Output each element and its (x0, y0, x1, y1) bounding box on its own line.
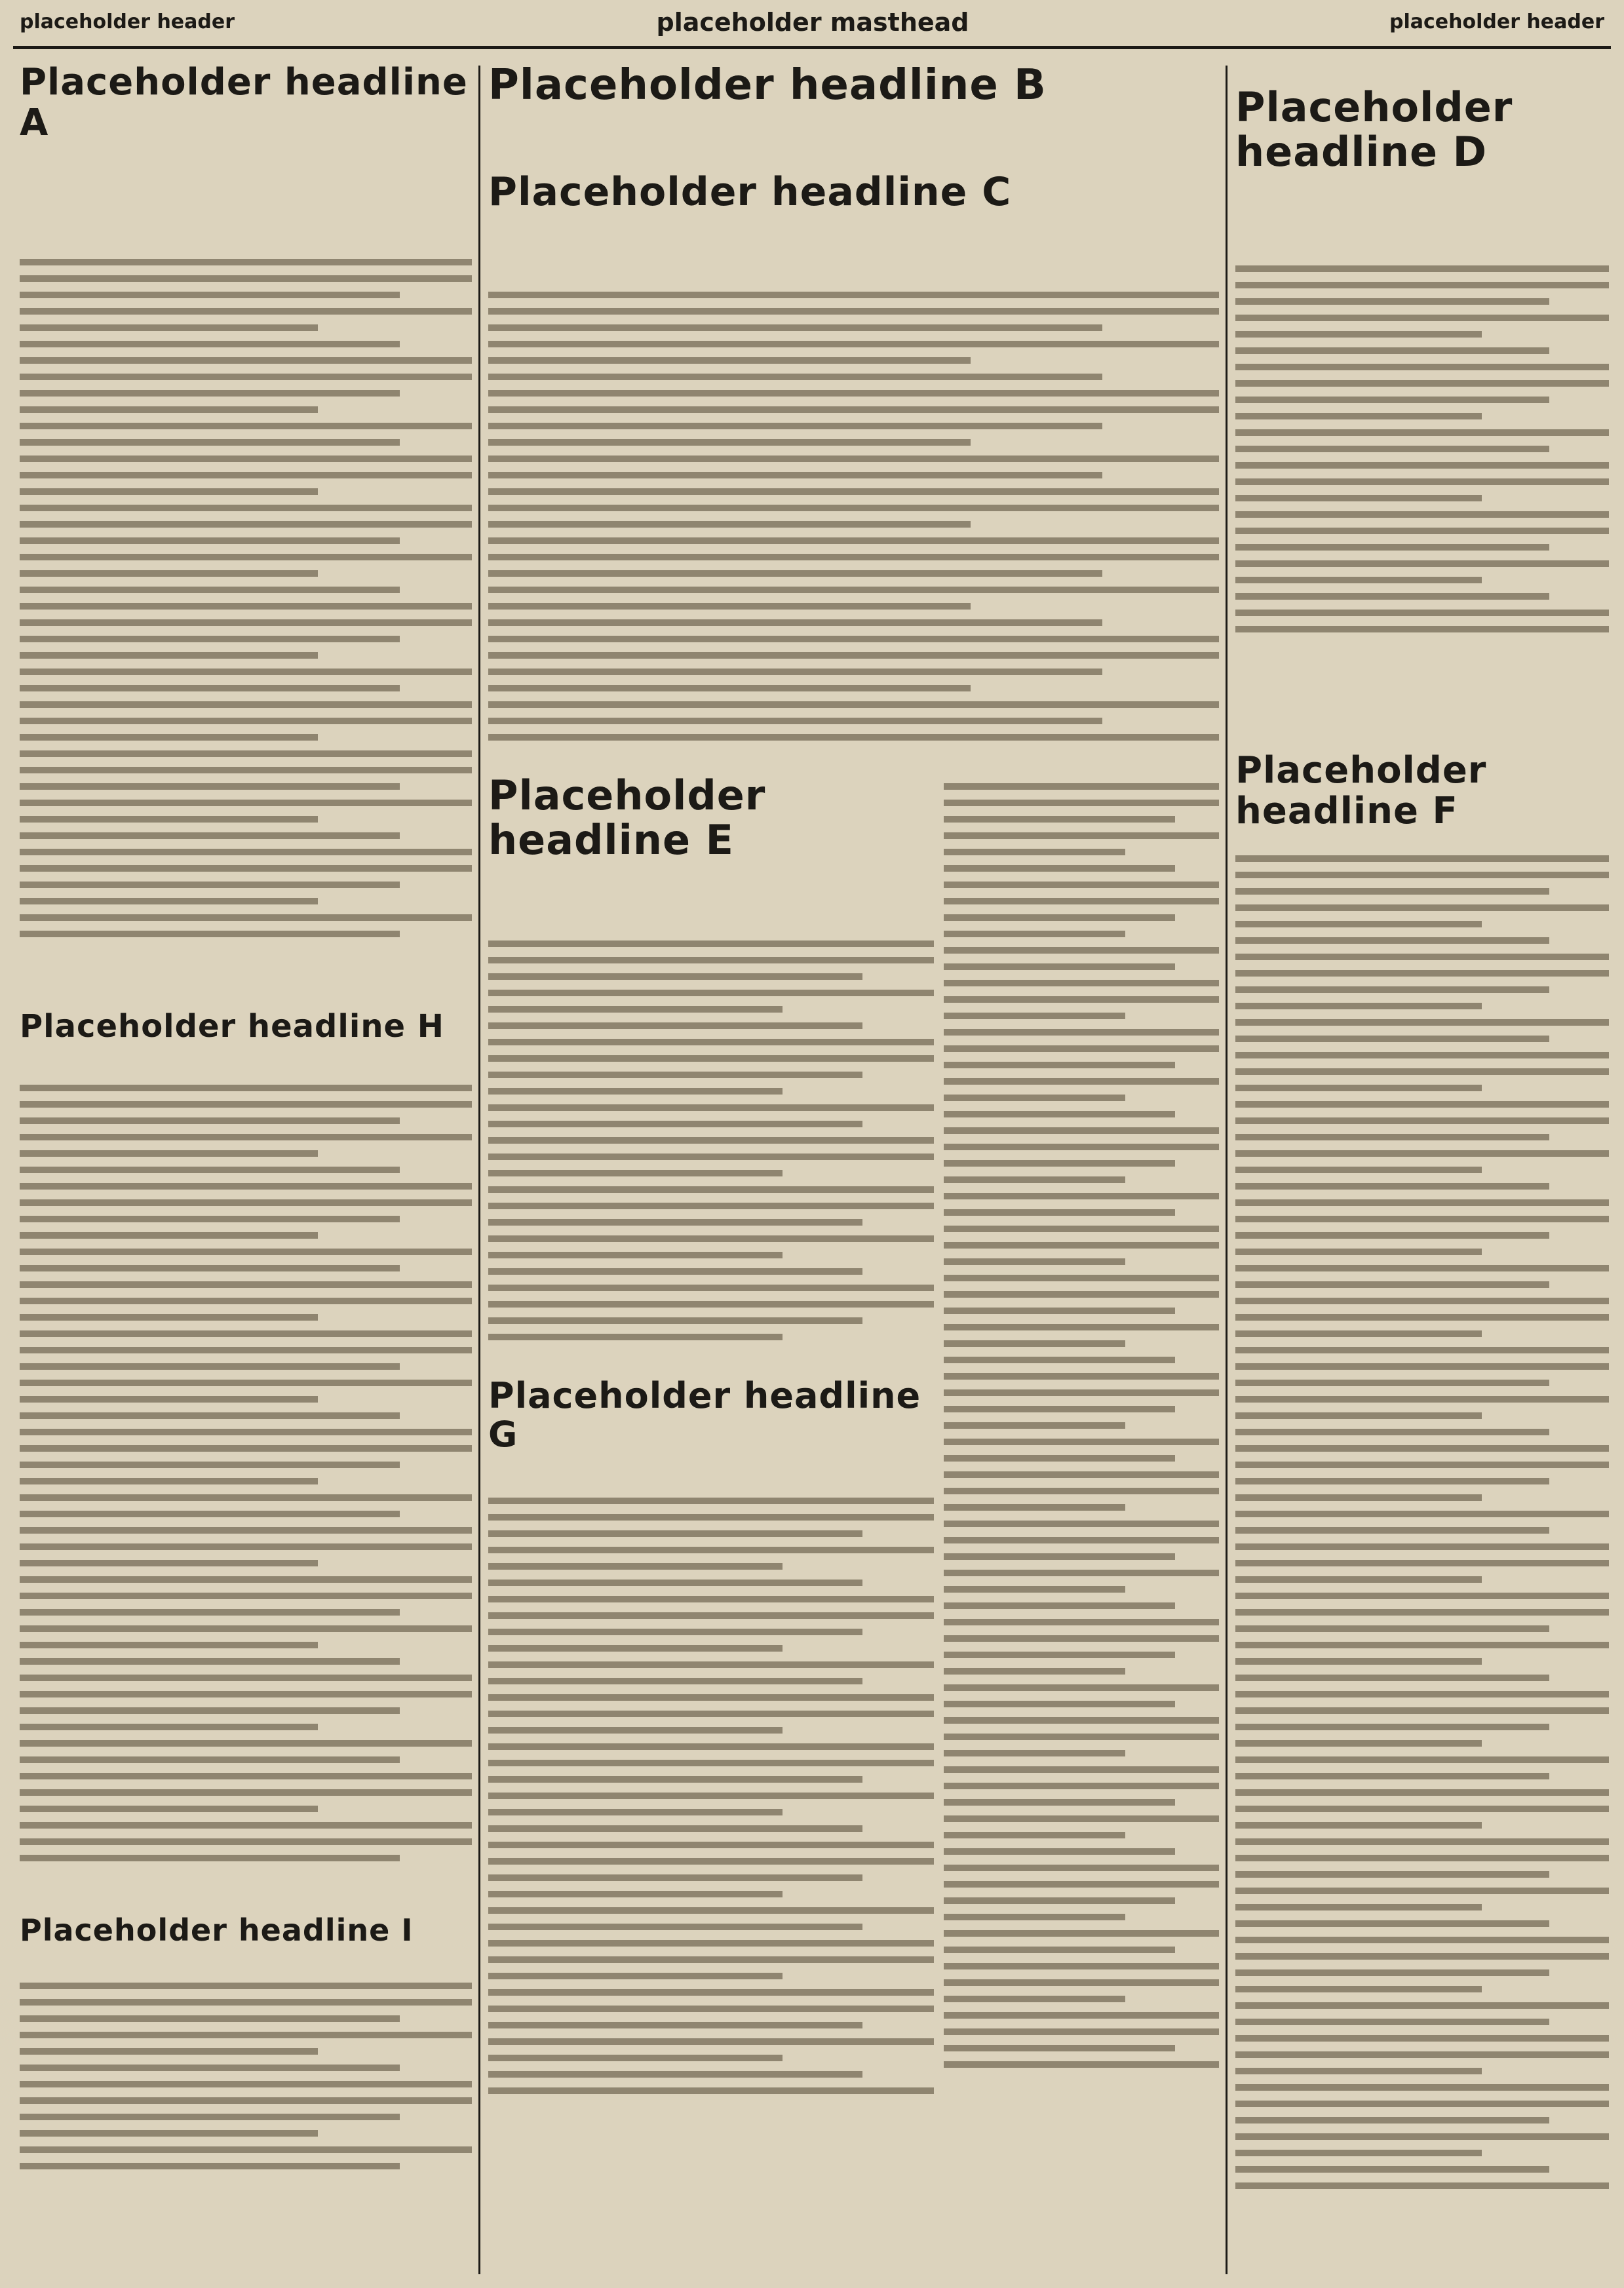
masthead-rule (13, 46, 1611, 49)
header-right: placeholder header (1389, 10, 1604, 33)
headline: Placeholder headline G (488, 1375, 921, 1456)
headline: Placeholder headline D (1235, 83, 1513, 176)
text-placeholder (20, 249, 472, 947)
text-placeholder (944, 773, 1219, 2078)
headline: Placeholder headline A (20, 61, 468, 144)
headline: Placeholder headline F (1235, 749, 1487, 832)
text-placeholder (488, 282, 1219, 750)
text-placeholder (20, 1075, 472, 1871)
text-placeholder (488, 1488, 934, 2104)
headline: Placeholder headline C (488, 169, 1012, 215)
text-placeholder (488, 931, 934, 1350)
column-rule (478, 66, 480, 2274)
headline: Placeholder headline E (488, 771, 766, 864)
headline: Placeholder headline I (20, 1912, 414, 1948)
headline: Placeholder headline H (20, 1008, 444, 1045)
text-placeholder (1235, 256, 1609, 642)
masthead: placeholder masthead (656, 8, 969, 37)
text-placeholder (1235, 845, 1609, 2199)
text-placeholder (20, 1973, 472, 2179)
header-left: placeholder header (20, 10, 235, 33)
column-rule (1226, 66, 1228, 2274)
headline: Placeholder headline B (488, 61, 1047, 109)
